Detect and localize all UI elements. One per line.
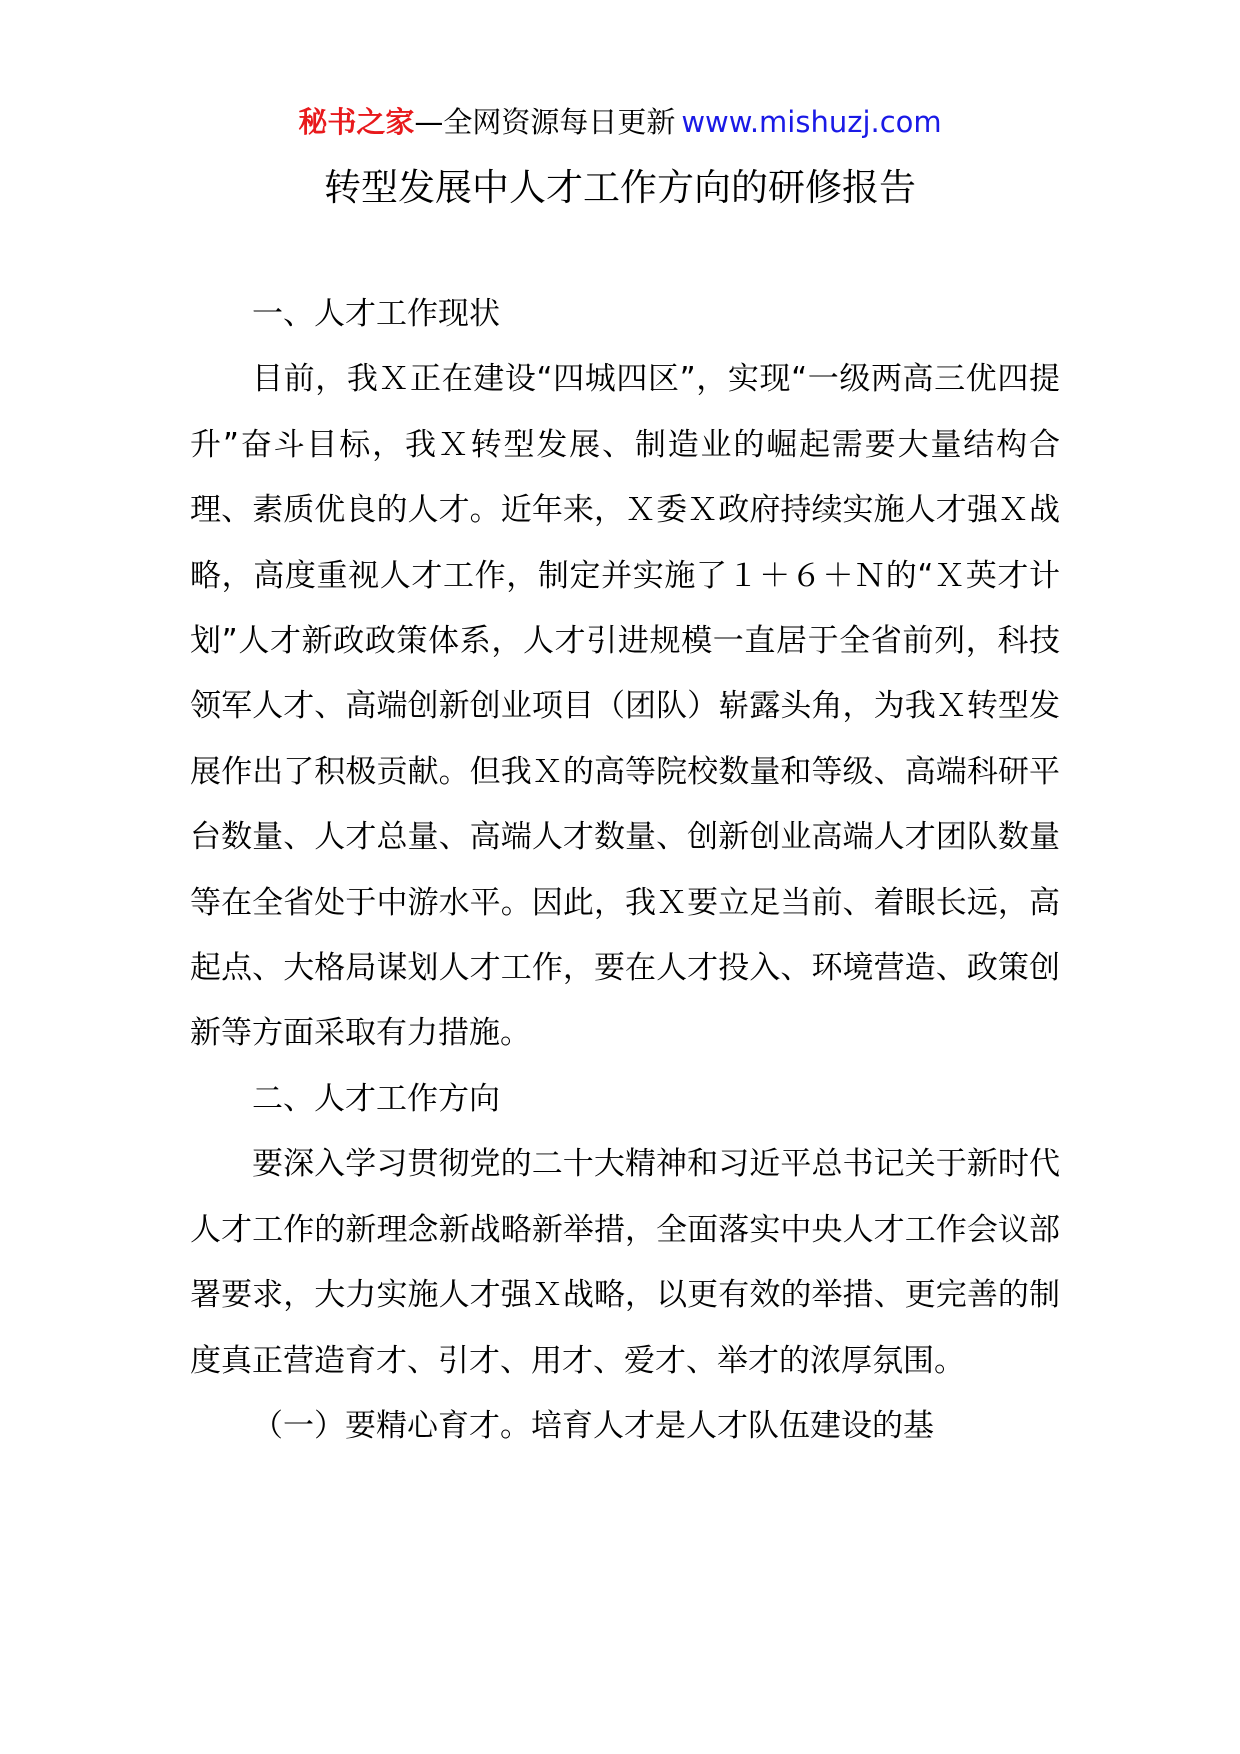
paragraph-1: 目前，我Ｘ正在建设“四城四区”，实现“一级两高三优四提升”奋斗目标，我Ｘ转型发展、制造业的崛起需要大量结构合理、素质优良的人才。近年来，Ｘ委Ｘ政府持续实施人才强Ｘ战略，高度重视人才工作，制定并实施了１＋６＋Ｎ的“Ｘ英才计划”人才新政政策体系，人才引进规模一直居于全省前列，科技领军人才、高端创新创业项目（团队）崭露头角，为我Ｘ转型发展作出了积极贡献。但我Ｘ的高等院校数量和等级、高端科研平台数量、人才总量、高端人才数量、创新创业高端人才团队数量等在全省处于中游水平。因此，我Ｘ要立足当前、着眼长远，高起点、大格局谋划人才工作，要在人才投入、环境营造、政策创新等方面采取有力措施。	[190, 361, 1060, 1052]
section-heading-2: 二、人才工作方向	[252, 1080, 500, 1117]
document-title: 转型发展中人才工作方向的研修报告	[324, 166, 916, 209]
section-heading-1: 一、人才工作现状	[252, 296, 500, 332]
watermark-header	[0, 100, 1240, 144]
brand-name: 秘书之家	[298, 105, 415, 139]
subsection-paragraph-1: （一）要精心育才。培育人才是人才队伍建设的基	[252, 1407, 934, 1444]
site-url-link[interactable]: www.mishuzj.com	[681, 105, 942, 139]
header-tagline: —全网资源每日更新	[414, 105, 676, 139]
document-body	[190, 282, 1060, 1459]
paragraph-2: 要深入学习贯彻党的二十大精神和习近平总书记关于新时代人才工作的新理念新战略新举措，全面落实中央人才工作会议部署要求，大力实施人才强Ｘ战略，以更有效的举措、更完善的制度真正营造育才、引才、用才、爱才、举才的浓厚氛围。	[190, 1146, 1060, 1379]
